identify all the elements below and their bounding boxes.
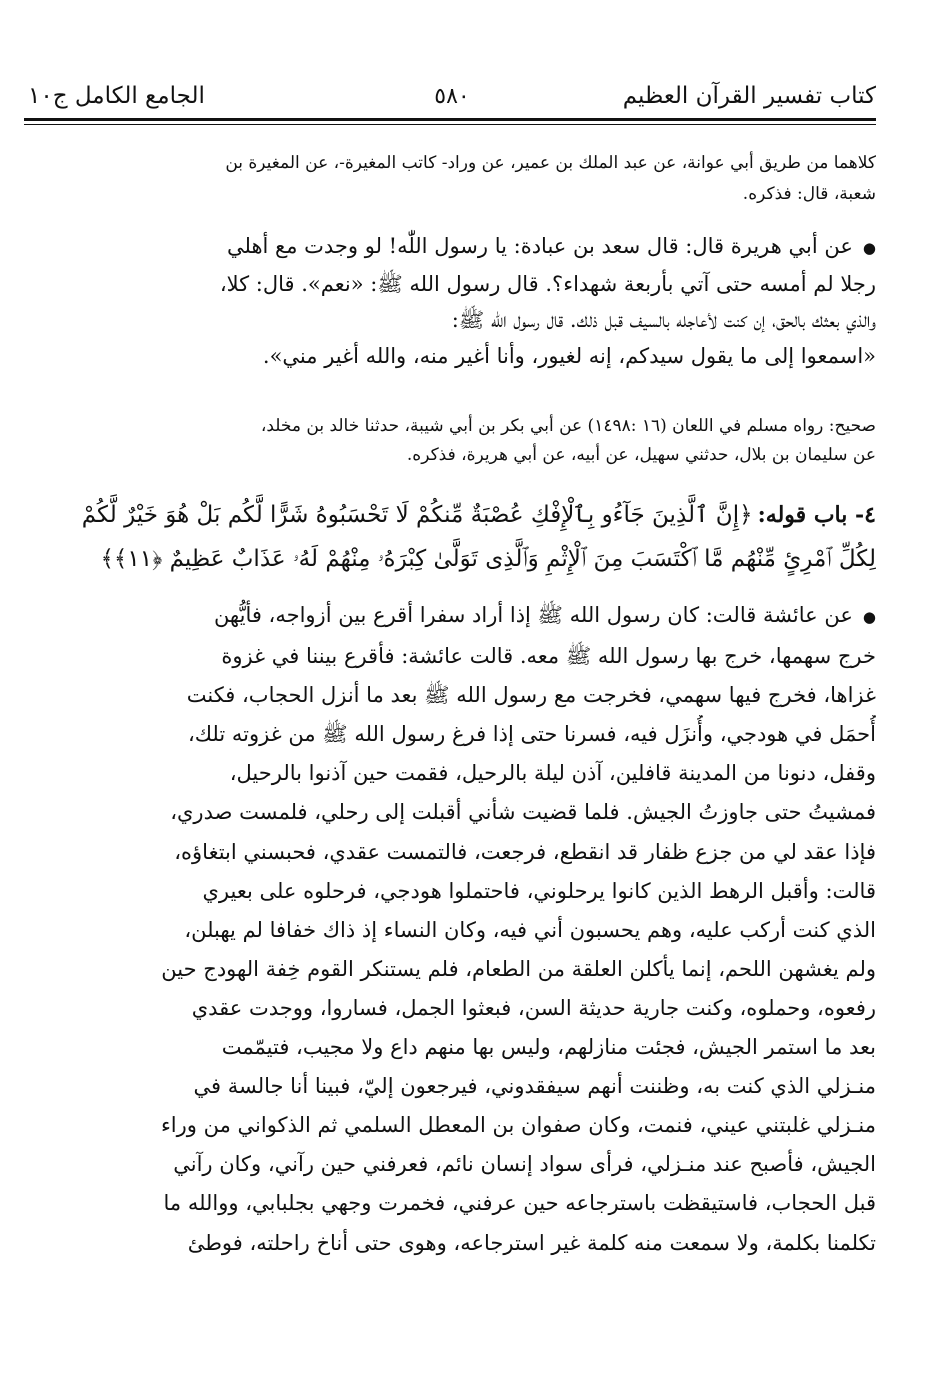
header-rule-thick	[24, 118, 876, 121]
text-line: قالت: وأقبل الرهط الذين كانوا يرحلوني، فاحتملوا هودجي، فرحلوه على بعيري	[202, 878, 876, 903]
header-rule-thin	[24, 124, 876, 125]
header-volume-title: الجامع الكامل ج١٠	[28, 83, 205, 109]
text-line: رجلا لم أمسه حتى آتي بأربعة شهداء؟. قال رسول الله ﷺ: «نعم». قال: كلا،	[219, 272, 876, 296]
text-line: رفعوه، وحملوه، وكنت جارية حديثة السن، فبعثوا الجمل، فساروا، ووجدت عقدي	[191, 995, 876, 1020]
quran-verse: لِكُلِّ ٱمْرِئٍ مِّنْهُم مَّا ٱكْتَسَبَ مِنَ ٱلْإِثْمِ وَٱلَّذِى تَوَلَّىٰ كِبْرَهُۥ مِنْهُمْ لَهُۥ عَذَابٌ عَظِيمٌ ﴿١١﴾﴾	[100, 546, 876, 572]
header-book-title: كتاب تفسير القرآن العظيم	[622, 83, 876, 109]
text-line: الجيش، فأصبح عند منـزلي، فرأى سواد إنسان نائم، فعرفني حين رآني، وكان رآني	[173, 1152, 876, 1177]
text-line: عن سليمان بن بلال، حدثني سهيل، عن أبيه، عن أبي هريرة، فذكره.	[406, 445, 876, 465]
text-line: بعد ما استمر الجيش، فجئت منازلهم، وليس بها منهم داع ولا مجيب، فتيمّمت	[221, 1035, 876, 1060]
chapter-title: ٤- باب قوله:	[757, 502, 876, 528]
text-line: فمشيتُ حتى جاوزتُ الجيش. فلما قضيت شأني أقبلت إلى رحلي، فلمست صدري،	[170, 800, 876, 825]
text-line: ●عن أبي هريرة قال: قال سعد بن عبادة: يا رسول اللّٰه! لو وجدت مع أهلي	[226, 234, 876, 258]
text-line: ●عن عائشة قالت: كان رسول الله ﷺ إذا أراد سفرا أقرع بين أزواجه، فأيُّهن	[213, 603, 876, 627]
chapter-heading	[28, 494, 876, 580]
text-line: خرج سهمها، خرج بها رسول الله ﷺ معه. قالت عائشة: فأقرع بيننا في غزوة	[221, 644, 876, 669]
text-line: والذي بعثك بالحق، إن كنت لأعاجله بالسيف قبل ذلك. قال رسول الله ﷺ:	[451, 308, 876, 332]
hadith-abu-hurayra	[28, 228, 876, 374]
quran-verse: ﴿إِنَّ ٱلَّذِينَ جَآءُو بِٱلْإِفْكِ عُصْبَةٌ مِّنكُمْ لَا تَحْسَبُوهُ شَرًّا لَّكُم بَلْ هُوَ خَيْرٌ لَّكُمْ	[81, 502, 753, 528]
text-line: أُحمَل في هودجي، وأُنزَل فيه، فسرنا حتى إذا فرغ رسول الله ﷺ من غزوته تلك،	[187, 722, 876, 747]
text-line: ولم يغشهن اللحم، إنما يأكلن العلقة من الطعام، فلم يستنكر القوم خِفة الهودج حين	[161, 956, 876, 981]
text-line: قبل الحجاب، فاستيقظت باسترجاعه حين عرفني، فخمرت وجهي بجلبابي، ووالله ما	[163, 1191, 876, 1216]
text-line: صحيح: رواه مسلم في اللعان (١٦ :١٤٩٨) عن أبي بكر بن أبي شيبة، حدثنا خالد بن مخلد،	[260, 416, 876, 436]
text-line: وقفل، دنونا من المدينة قافلين، آذن ليلة بالرحيل، فقمت حين آذنوا بالرحيل،	[229, 761, 876, 786]
hadith-grading-note	[28, 412, 876, 470]
text-line: فإذا عقد لي من جزع ظفار قد انقطع، فرجعت، فالتمست عقدي، فحبسني ابتغاؤه،	[174, 839, 876, 864]
bullet-icon: ●	[862, 239, 876, 257]
text-line: «اسمعوا إلى ما يقول سيدكم، إنه لغيور، وأنا أغير منه، والله أغير مني».	[262, 344, 876, 368]
page-header	[28, 78, 876, 114]
text-line: منـزلي الذي كنت به، وظننت أنهم سيفقدوني، فيرجعون إليّ، فبينا أنا جالسة في	[193, 1074, 876, 1099]
hadith-aisha	[28, 596, 876, 1263]
text-line: منـزلي غلبتني عيني، فنمت، وكان صفوان بن المعطل السلمي ثم الذكواني من وراء	[160, 1113, 876, 1138]
page-number: ٥٨٠	[434, 83, 470, 109]
isnad-continuation	[28, 148, 876, 210]
text-line: غزاها، فخرج فيها سهمي، فخرجت مع رسول الله ﷺ بعد ما أنزل الحجاب، فكنت	[186, 683, 876, 708]
bullet-icon: ●	[862, 608, 876, 626]
text-line: الذي كنت أركب عليه، وهم يحسبون أني فيه، وكان النساء إذ ذاك خفافا لم يهبلن،	[184, 917, 876, 942]
text-line: تكلمنا بكلمة، ولا سمعت منه كلمة غير استرجاعه، وهوى حتى أناخ راحلته، فوطئ	[187, 1230, 876, 1255]
heading-line	[28, 494, 876, 538]
text-line: كلاهما من طريق أبي عوانة، عن عبد الملك بن عمير، عن وراد- كاتب المغيرة-، عن المغيرة بن	[225, 153, 876, 173]
text-line: شعبة، قال: فذكره.	[742, 184, 876, 204]
